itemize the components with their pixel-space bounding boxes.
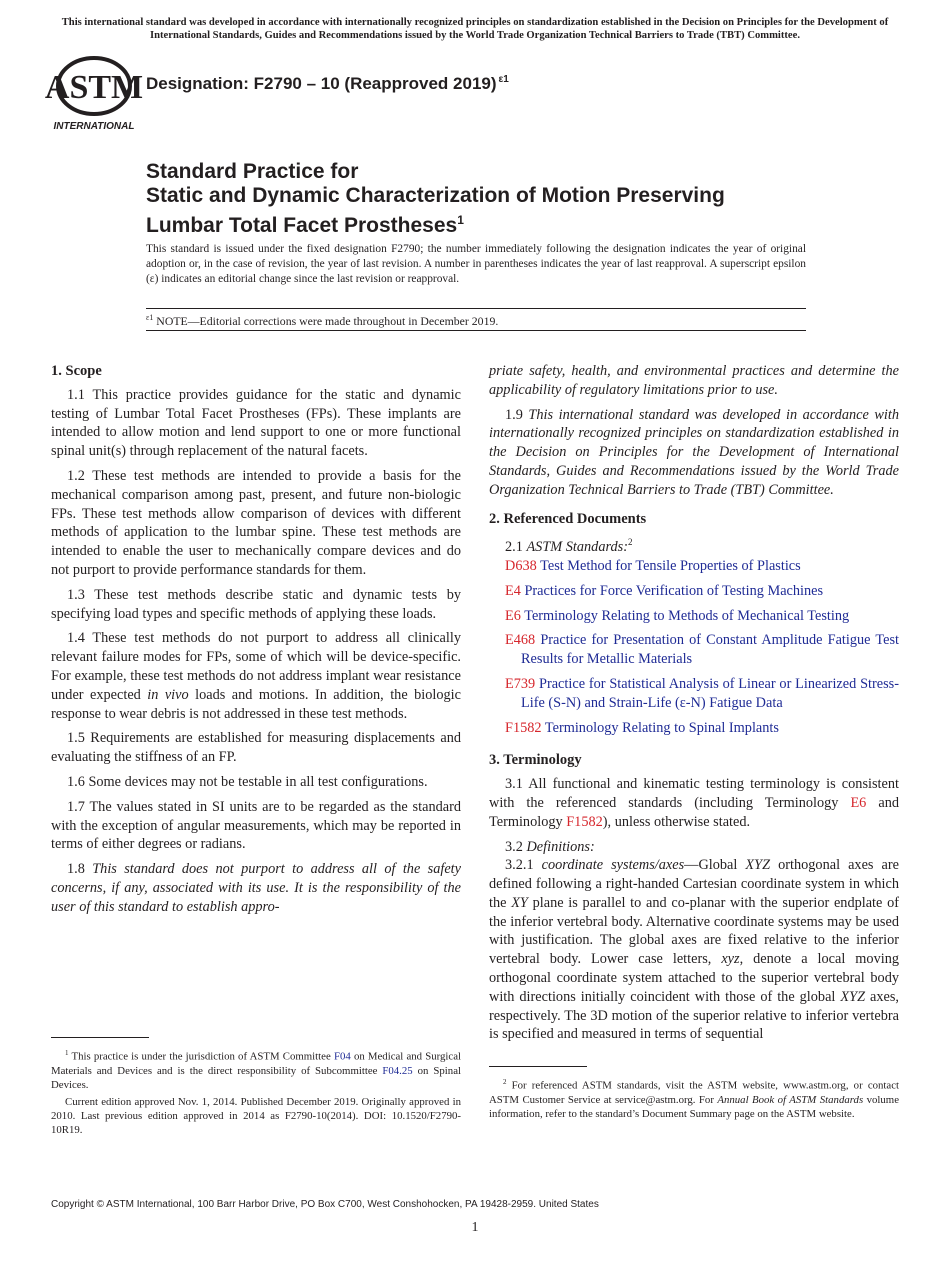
note-epsilon: ε1 xyxy=(146,313,154,322)
para-3-1: 3.1 All functional and kinematic testing terminology is consistent with the referenced standards (including Terminology E6 and Terminology F1582), unless otherwise stated. xyxy=(489,776,900,830)
para-1-9: 1.9 This international standard was developed in accordance with internationally recognized principles on standardization established in the Decision on Principles for the Development of International Standards, Guides and Recommendations issued by the World Trade Organization Technical Barriers to Trade (TBT) Committee. xyxy=(489,406,899,498)
document-title xyxy=(146,160,846,238)
para-1-8-cont: priate safety, health, and environmental practices and determine the applicability of regulatory limitations prior to use. xyxy=(489,363,899,398)
section-3-heading: 3. Terminology xyxy=(489,752,582,769)
footnote-1-edition: Current edition approved Nov. 1, 2014. Published December 2019. Originally approved in 2010. Last previous edition approved in 2014 as F2790-10(2014). DOI: 10.1520/F2790-10R19. xyxy=(51,1095,461,1136)
right-column xyxy=(489,362,899,1050)
para-1-7: 1.7 The values stated in SI units are to be regarded as the standard with the exception of angular measurements, which may be reported in terms of either degrees or radians. xyxy=(51,798,461,853)
link-e6[interactable]: E6 xyxy=(850,794,867,811)
designation xyxy=(146,74,509,94)
title-line-2: Static and Dynamic Characterization of Motion Preserving xyxy=(146,184,725,207)
left-column xyxy=(51,362,461,923)
top-notice: This international standard was developed in accordance with internationally recognized principles on standardization established in the Decision on Principles for the Development of International Standards, Guides and Recommendations issued by the World Trade Organization Technical Barriers to Trade (TBT) Committee. xyxy=(61,17,889,41)
designation-text: Designation: F2790 – 10 (Reapproved 2019) xyxy=(146,74,497,93)
reference-item[interactable]: D638 Test Method for Tensile Properties of Plastics xyxy=(505,557,801,574)
divider-bottom xyxy=(146,330,806,331)
astm-logo xyxy=(44,56,144,132)
link-f1582[interactable]: F1582 xyxy=(566,813,603,830)
divider-top xyxy=(146,308,806,309)
copyright-line: Copyright © ASTM International, 100 Barr Harbor Drive, PO Box C700, West Conshohocken, PA 19428-2959. United States xyxy=(51,1199,599,1210)
reference-item[interactable]: E739 Practice for Statistical Analysis of Linear or Linearized Stress-Life (S-N) and Strain-Life (ε-N) Fatigue Data xyxy=(505,675,899,711)
reference-item[interactable]: E6 Terminology Relating to Methods of Mechanical Testing xyxy=(505,607,850,624)
footnote-rule-left xyxy=(51,1037,149,1038)
astm-logo-icon xyxy=(44,56,144,132)
footnote-2: $^2$ For referenced ASTM standards, visit the ASTM website, www.astm.org, or contact ASTM Customer Service at service@astm.org. For Annual Book of ASTM Standards volume information, refer to the standard’s Document Summary page on the ASTM website. xyxy=(489,1078,899,1120)
footnote-1: $^1$ This practice is under the jurisdiction of ASTM Committee F04 on Medical and Surgical Materials and Devices and is the direct responsibility of Subcommittee F04.25 on Spinal Devices. Current edition approved Nov. 1, 2014. Published December 2019. Originally approved in 2010. Last previous edition approved in 2014 as F2790-10(2014). DOI: 10.1520/F2790-10R19. xyxy=(51,1049,462,1136)
title-line-3: Lumbar Total Facet Prostheses$^1$ xyxy=(146,213,464,237)
reference-list xyxy=(489,557,899,737)
para-3-2-1: 3.2.1 coordinate systems/axes—Global XYZ orthogonal axes are defined following a right-handed Cartesian coordinate system in which the XY plane is parallel to and co-planar with the superior endplate of the inferior vertebral body. Alternative coordinate systems may be used with justification. The global axes are fixed relative to the inferior vertebral body. Lower case letters, xyz, denote a local moving orthogonal coordinate system attached to the superior vertebral body with directions initially coincident with those of the global XYZ axes, respectively. The 3D motion of the superior relative to inferior vertebra is specified and measured in terms of sequential xyxy=(489,857,900,1043)
reference-item[interactable]: F1582 Terminology Relating to Spinal Implants xyxy=(505,719,779,736)
link-f04-25[interactable]: F04.25 xyxy=(382,1064,413,1077)
logo-caption: INTERNATIONAL xyxy=(53,121,135,132)
note-text: NOTE—Editorial corrections were made throughout in December 2019. xyxy=(153,313,499,328)
reference-item[interactable]: E4 Practices for Force Verification of Testing Machines xyxy=(505,582,824,599)
issued-statement: This standard is issued under the fixed designation F2790; the number immediately following the designation indicates the year of original adoption or, in the case of revision, the year of last revision. A number in parentheses indicates the year of last reapproval. A superscript epsilon (ε) indicates an editorial change since the last revision or reapproval. xyxy=(146,243,806,285)
para-2-1: 2.1 ASTM Standards:$^2$ xyxy=(505,537,633,556)
page-number: 1 xyxy=(471,1220,479,1235)
para-1-4: 1.4 These test methods do not purport to address all clinically relevant failure modes for FPs, some of which will be device-specific. For example, these test methods do not address implant wear resistance under expected in vivo loads and motions. In addition, the biologic response to wear debris is not addressed in these test methods. xyxy=(51,630,461,722)
editorial-note xyxy=(146,313,806,329)
section-1-heading: 1. Scope xyxy=(51,363,102,379)
para-1-6: 1.6 Some devices may not be testable in all test configurations. xyxy=(67,773,428,790)
title-line-1: Standard Practice for xyxy=(146,160,359,183)
para-1-3: 1.3 These test methods describe static and dynamic tests by specifying load types and specific methods of applying these loads. xyxy=(51,586,461,622)
para-1-1: 1.1 This practice provides guidance for the static and dynamic testing of Lumbar Total Facet Prostheses (FPs). These implants are intended to allow motion and lend support to one or more functional spinal unit(s) through replacement of the natural facets. xyxy=(51,386,461,460)
para-1-8: 1.8 This standard does not purport to address all of the safety concerns, if any, associated with its use. It is the responsibility of the user of this standard to establish appro- xyxy=(51,861,461,915)
para-3-2: 3.2 Definitions: xyxy=(505,838,595,855)
title-footnote-mark: 1 xyxy=(457,213,464,227)
reference-item[interactable]: E468 Practice for Presentation of Constant Amplitude Fatigue Test Results for Metallic Materials xyxy=(505,632,899,668)
para-1-5: 1.5 Requirements are established for measuring displacements and evaluating the stiffness of an FP. xyxy=(51,730,461,766)
designation-epsilon: ε1 xyxy=(498,74,509,86)
logo-letters: ASTM xyxy=(44,69,144,106)
para-1-2: 1.2 These test methods are intended to provide a basis for the mechanical comparison among past, present, and future non-biologic FPs. These test methods allow comparison of devices with different methods of application to the lumbar spine. These test methods are intended to enable the user to mechanically compare devices and do not purport to provide performance standards for them. xyxy=(51,467,461,578)
section-2-heading: 2. Referenced Documents xyxy=(489,510,647,527)
footnote-rule-right xyxy=(489,1066,587,1067)
link-f04[interactable]: F04 xyxy=(333,1050,351,1063)
